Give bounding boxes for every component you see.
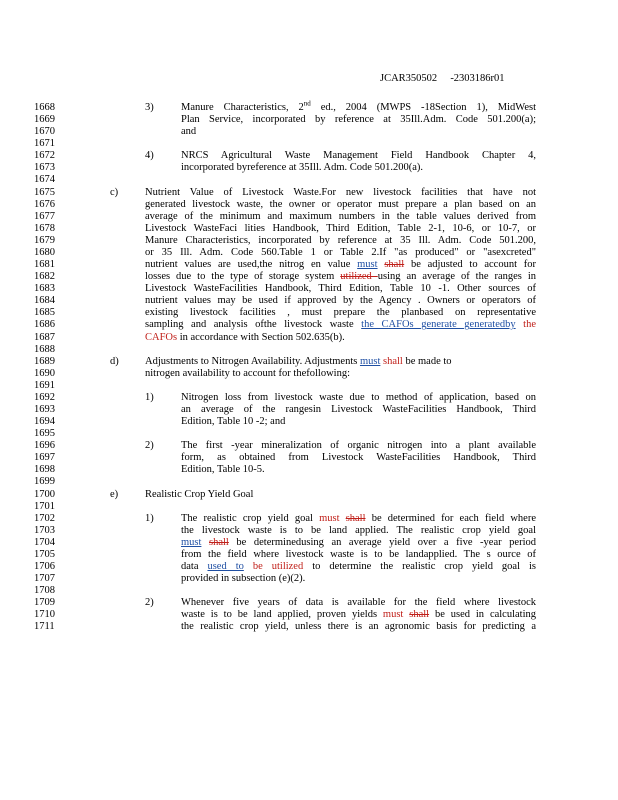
text-run: Edition, Table 10 -2; and [181,416,286,428]
line-number: 1683 [34,283,55,295]
text-run: from the field where livestock waste is to be landapplied. The s ource of [181,548,536,560]
text-run: an average of the rangesin Livestock WasteFacilities Handbook, Third [181,404,536,415]
line-number: 1690 [34,367,55,379]
line-number: 1702 [34,512,55,524]
line-number: 1668 [34,102,55,113]
line-text [181,113,536,126]
text-run: The first -year mineralization of organic nitrogen into a plant available [181,440,536,452]
text-run: nitrogen availability to account for thefollowing: [145,367,350,379]
text-run: be used in calculating [429,609,537,621]
text-run: be adjusted to account for [404,259,537,271]
text-run: form, as obtained from Livestock WasteFacilities Handbook, Third [181,452,536,464]
document-line [0,475,618,488]
inserted-text: must [382,609,404,621]
line-text [145,234,536,247]
item-label: d) [110,355,119,367]
line-text [181,548,536,561]
text-run: sampling and analysis ofthe livestock waste [145,319,362,331]
line-number: 1679 [34,234,55,246]
line-text [181,536,536,549]
text-run: nutrient values are used,the nitrog en value [145,259,358,271]
inserted-text: must [357,259,378,271]
document-line [0,101,618,114]
item-label: c) [110,186,119,198]
line-number: 1686 [34,319,55,331]
line-number: 1711 [34,621,55,633]
inserted-text: must [319,512,340,524]
line-text [181,101,536,114]
line-text [145,318,536,331]
text-run: nutrient values may be used if approved by the Agency . Owners or operators of [145,295,536,307]
document-line [0,331,618,344]
text-run: Livestock WasteFaci lities Handbook, Third Edition, Table 2-1, 10-6, or 10-7, or [145,222,536,234]
document-line [0,451,618,464]
item-label: 2) [145,597,154,609]
line-text [145,488,536,501]
line-number: 1707 [34,573,55,585]
inserted-text: be utilized [252,561,304,573]
inserted-text: must [359,355,381,367]
line-number: 1672 [34,150,55,162]
deleted-text: shall [409,609,430,621]
text-run: data [181,561,208,573]
deleted-text: utilized [340,271,378,283]
line-number: 1709 [34,597,55,609]
text-run: existing livestock facilities , must prepare the planbased on representative [145,307,536,319]
line-number: 1680 [34,246,55,258]
document-line [0,270,618,283]
line-number: 1704 [34,536,55,548]
line-text [181,391,536,404]
text-run: Nutrient Value of Livestock Waste.For new livestock facilities that have not [145,186,536,198]
line-number: 1691 [34,379,55,391]
document-line [0,512,618,525]
line-text [181,572,536,585]
text-run [244,561,253,572]
document-line [0,500,618,513]
text-run [201,537,209,548]
inserted-text: the [523,319,536,331]
document-line [0,149,618,162]
document-line [0,258,618,271]
line-number: 1687 [34,331,55,343]
line-number: 1677 [34,210,55,222]
text-run: incorporated byreference at 35Ill. Adm. Code 501.200(a). [181,162,423,174]
line-text [145,294,536,307]
inserted-text: CAFOs [145,331,178,343]
line-number: 1682 [34,271,55,283]
line-number: 1708 [34,585,55,597]
document-line [0,379,618,392]
line-number: 1689 [34,355,55,367]
document-line [0,403,618,416]
document-line [0,524,618,537]
line-text [145,210,536,223]
document-line [0,125,618,138]
item-label: 3) [145,102,154,113]
line-text [181,524,536,537]
line-text [181,560,536,573]
line-number: 1692 [34,391,55,403]
document-line [0,620,618,633]
text-run: using an average of the ranges in [377,271,536,283]
document-line [0,294,618,307]
superscript: nd [303,99,311,108]
text-run: losses due to the type of storage system [145,271,341,283]
line-number: 1710 [34,609,55,621]
text-run: be determinedusing an average yield over a five -year period [228,536,537,548]
line-text [181,620,536,633]
document-code: JCAR350502 [380,73,438,84]
text-run: ed., 2004 (MWPS -18Section 1), MidWest [310,102,537,113]
line-text [145,355,536,368]
line-text [181,149,536,162]
inserted-text: the CAFOs generate generatedby [361,319,516,331]
line-number: 1685 [34,307,55,319]
text-run: Whenever five years of data is available for the field where livestock [181,597,536,609]
document-line [0,355,618,368]
text-run: The realistic crop yield goal [181,512,320,524]
text-run: average of the minimum and maximum numbers in the table values derived from [145,210,536,222]
document-line [0,572,618,585]
document-line [0,584,618,597]
document-line [0,536,618,549]
document-line [0,488,618,501]
line-text [145,270,536,283]
line-text [181,512,536,525]
text-run: Plan Service, incorporated by reference at 35Ill.Adm. Code 501.200(a); [181,114,536,126]
document-line [0,222,618,235]
item-label: 1) [145,512,154,524]
line-number: 1696 [34,440,55,452]
line-text [181,161,536,174]
inserted-text: must [181,536,202,548]
item-label: 2) [145,440,154,452]
text-run: be determined for each field where [365,512,536,524]
line-number: 1674 [34,174,55,186]
document-line [0,439,618,452]
text-run: Livestock WasteFacilities Handbook, Third Edition, Table 10 -1. Other sources of [145,283,536,295]
text-run: Realistic Crop Yield Goal [145,488,254,500]
document-line [0,173,618,186]
line-number: 1673 [34,162,55,174]
inserted-text: shall [383,355,403,367]
line-number: 1669 [34,114,55,126]
document-line [0,463,618,476]
text-run: or 35 Ill. Adm. Code 560.Table 1 or Table 2.If "as produced" or "asexcreted" [145,246,536,258]
item-label: e) [110,488,119,500]
text-run: Adjustments to Nitrogen Availability. Adjustments [145,355,360,367]
text-run: waste is to be land applied, proven yields [181,609,383,621]
line-number: 1698 [34,464,55,476]
text-run: be made to [402,355,452,367]
document-line [0,343,618,356]
line-number: 1693 [34,404,55,415]
text-run: generated livestock waste, the owner or operator must prepare a plan based on an [145,198,536,210]
line-number: 1676 [34,198,55,210]
line-number: 1705 [34,548,55,560]
line-text [181,596,536,609]
line-text [145,258,536,271]
document-line [0,560,618,573]
deleted-text: shall [384,259,405,271]
line-text [181,451,536,464]
line-number: 1694 [34,416,55,428]
document-line [0,548,618,561]
line-text [181,608,536,621]
document-line [0,113,618,126]
line-text [145,367,536,380]
line-number: 1697 [34,452,55,464]
document-line [0,318,618,331]
document-line [0,246,618,259]
line-number: 1699 [34,476,55,488]
line-text [145,186,536,199]
text-run: the livestock waste is to be land applied. The realistic crop yield goal [181,524,536,536]
text-run: to determine the realistic crop yield goal is [303,561,536,573]
line-number: 1670 [34,126,55,138]
line-number: 1678 [34,222,55,234]
line-number: 1706 [34,561,55,573]
line-text [145,331,536,344]
line-number: 1684 [34,295,55,307]
document-line [0,415,618,428]
text-run: in accordance with Section 502.635(b). [177,331,345,343]
document-line [0,282,618,295]
text-run: Edition, Table 10-5. [181,464,265,476]
line-number: 1681 [34,259,55,271]
line-text [145,306,536,319]
item-label: 1) [145,391,154,403]
line-number: 1671 [34,138,55,150]
text-run: Manure Characteristics, incorporated by reference at 35 Ill. Adm. Code 501.200, [145,234,536,246]
document-line [0,210,618,223]
document-line [0,198,618,211]
item-label: 4) [145,150,154,162]
inserted-text: used to [207,561,244,573]
line-text [145,198,536,211]
line-number: 1700 [34,488,55,500]
document-line [0,186,618,199]
deleted-text: shall [345,512,366,524]
text-run: the realistic crop yield, unless there is an agronomic basis for predicting a [181,621,536,633]
revision-code: -2303186r01 [450,73,505,84]
text-run: Manure Characteristics, 2 [181,102,304,113]
line-text [145,246,536,259]
document-line [0,596,618,609]
line-number: 1695 [34,428,55,440]
text-run: NRCS Agricultural Waste Management Field Handbook Chapter 4, [181,150,536,162]
line-number: 1701 [34,500,55,512]
line-text [181,415,536,428]
text-run: Nitrogen loss from livestock waste due to method of application, based on [181,391,536,403]
line-number: 1688 [34,343,55,355]
document-line [0,367,618,380]
document-line [0,391,618,404]
line-text [181,403,536,416]
document-header [380,73,505,84]
document-line [0,234,618,247]
document-line [0,427,618,440]
line-text [145,282,536,295]
line-number: 1703 [34,524,55,536]
deleted-text: shall [209,536,229,548]
line-text [181,125,536,138]
document-line [0,608,618,621]
line-number: 1675 [34,186,55,198]
document-line [0,161,618,174]
document-line [0,306,618,319]
line-text [145,222,536,235]
text-run: provided in subsection (e)(2). [181,573,306,585]
line-text [181,439,536,452]
document-line [0,137,618,150]
text-run: and [181,126,197,138]
line-text [181,463,536,476]
